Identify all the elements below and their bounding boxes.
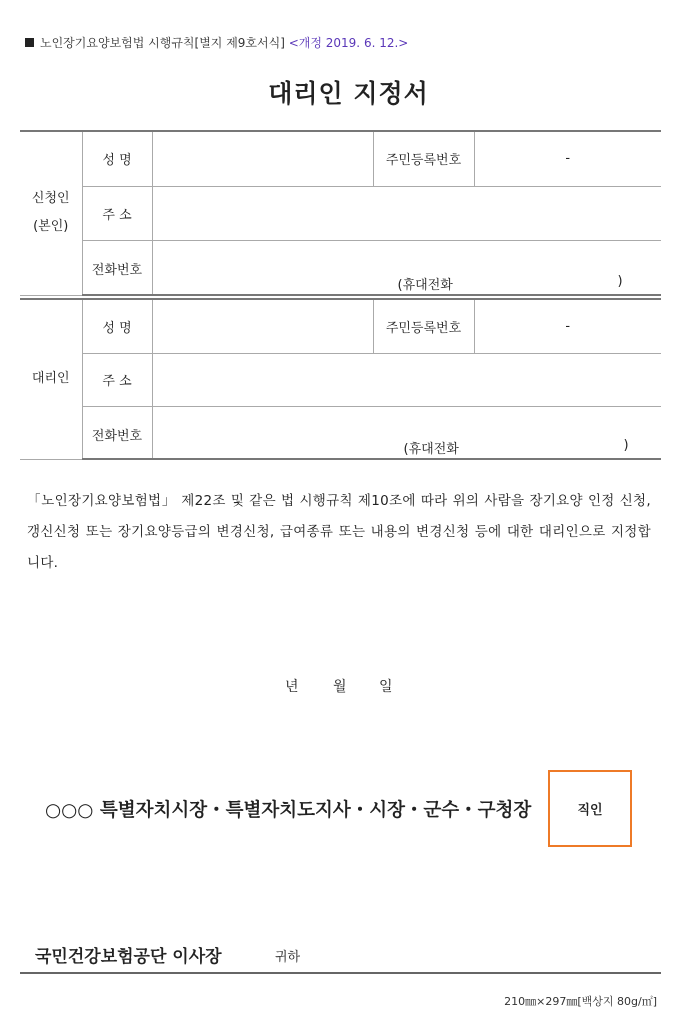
date-year-label: 년 [285,679,299,695]
applicant-mobile-close: ) [617,274,623,289]
applicant-name-label: 성 명 [82,131,152,186]
applicant-name-field[interactable] [152,131,373,186]
applicant-section-label: 신청인 (본인) [20,131,82,295]
bottom-divider [20,972,661,974]
agent-resident-id-label: 주민등록번호 [373,299,474,353]
agent-phone-label: 전화번호 [82,406,152,459]
agent-mobile-label: (휴대전화 [403,442,459,457]
agent-address-label: 주 소 [82,353,152,406]
law-reference: 노인장기요양보험법 시행규칙[별지 제9호서식] [40,36,285,50]
date-day-label: 일 [379,679,393,695]
agent-mobile-close: ) [623,438,629,453]
paper-spec: 210㎜×297㎜[백상지 80g/㎡] [504,995,657,1008]
document-title: 대리인 지정서 [268,79,429,108]
applicant-table [20,130,661,296]
seal-label: 직인 [577,803,603,818]
square-bullet-icon [25,38,34,47]
applicant-phone-field[interactable] [152,240,661,295]
agent-phone-field[interactable] [152,406,661,459]
applicant-resident-id-field[interactable]: - [474,131,661,186]
honorific: 귀하 [275,950,301,965]
agent-resident-id-field[interactable]: - [474,299,661,353]
revision-date: <개정 2019. 6. 12.> [288,36,409,50]
applicant-address-field[interactable] [152,186,661,240]
designation-statement: 「노인장기요양보험법」 제22조 및 같은 법 시행규칙 제10조에 따라 위의 사람을 장기요양 인정 신청, 갱신신청 또는 장기요양등급의 변경신청, 급여종류 또는 내용의 변경신청 등에 대한 대리인으로 지정합니다. [27,493,651,571]
applicant-address-label: 주 소 [82,186,152,240]
agent-name-field[interactable] [152,299,373,353]
form-header [25,34,408,51]
issuing-official: ○○○ 특별자치시장・특별자치도지사・시장・군수・구청장 [45,800,532,821]
recipient: 국민건강보험공단 이사장 [35,947,222,967]
official-seal-box [548,770,632,847]
agent-table [20,298,661,460]
applicant-mobile-label: (휴대전화 [397,278,453,293]
date-month-label: 월 [333,679,347,695]
agent-name-label: 성 명 [82,299,152,353]
applicant-resident-id-label: 주민등록번호 [373,131,474,186]
applicant-phone-label: 전화번호 [82,240,152,295]
agent-section-label: 대리인 [20,299,82,459]
agent-address-field[interactable] [152,353,661,406]
